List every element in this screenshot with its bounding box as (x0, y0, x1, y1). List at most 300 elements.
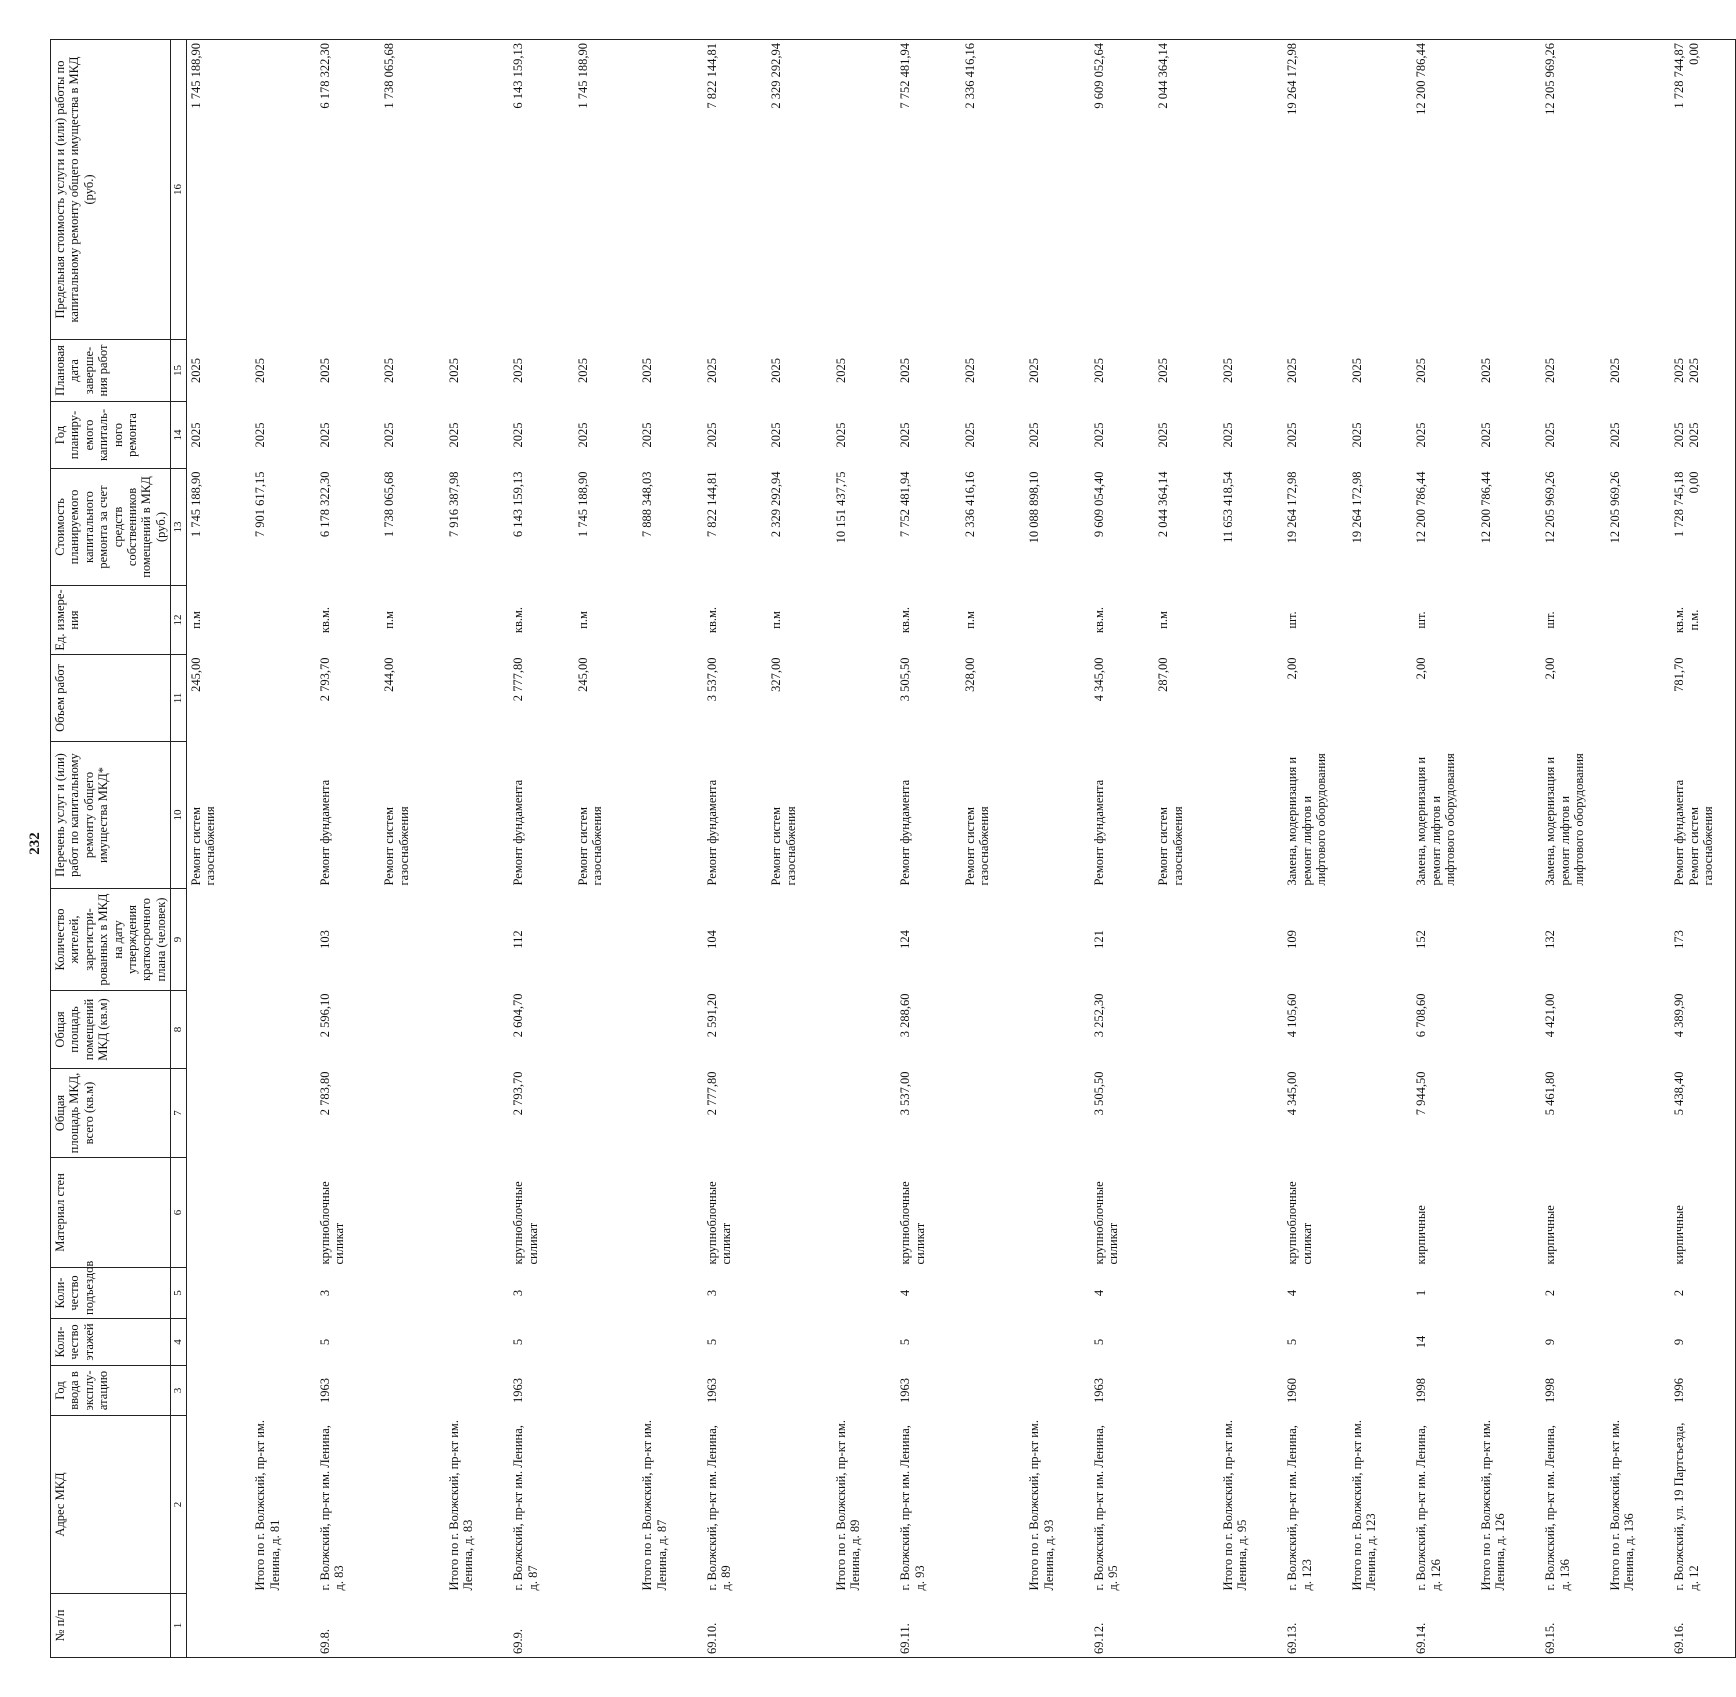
cell-col-13 (1606, 469, 1671, 586)
cell-col-7 (1541, 1069, 1606, 1158)
table-row (1670, 40, 1735, 1658)
column-header-15: Плановая дата заверше-ния работ (51, 340, 171, 402)
cell-col-13 (767, 469, 832, 586)
cell-value: 6 708,60 (1414, 993, 1429, 1038)
cell-value: 2025 (188, 358, 203, 383)
cell-value: 2025 (962, 422, 977, 448)
cell-value: 245,00 (575, 657, 590, 692)
cell-col-5 (186, 1268, 251, 1319)
cell-col-8 (1412, 991, 1477, 1069)
cell-col-15 (1219, 340, 1284, 402)
cell-value: 1 745 188,90 (575, 43, 590, 109)
cell-col-14 (251, 402, 316, 469)
cell-col-11 (1283, 655, 1348, 742)
cell-col-4 (1412, 1319, 1477, 1366)
cell-col-13 (1154, 469, 1219, 586)
cell-value: крупноблочные силикат (1285, 1181, 1314, 1265)
cell-value: 2 336 416,16 (962, 471, 977, 538)
cell-value-secondary: 2025 (1686, 422, 1701, 448)
cell-value: 328,00 (962, 657, 977, 692)
cell-col-5 (1541, 1268, 1606, 1319)
cell-col-9 (638, 889, 703, 991)
cell-value: 287,00 (1156, 657, 1171, 692)
cell-col-16 (251, 40, 316, 340)
cell-value: 245,00 (188, 657, 203, 692)
cell-col-1 (445, 1594, 510, 1658)
cell-col-13 (445, 469, 510, 586)
cell-value: 2025 (1027, 422, 1042, 448)
cell-col-2 (832, 1416, 897, 1594)
cell-col-9 (832, 889, 897, 991)
cell-value: 2 596,10 (317, 993, 332, 1038)
column-header-5: Коли-чество подъездов (51, 1268, 171, 1319)
cell-col-3 (1477, 1366, 1542, 1416)
cell-value: 2025 (1607, 422, 1622, 448)
cell-value: 2025 (640, 422, 655, 448)
cell-col-7 (1090, 1069, 1155, 1158)
cell-value: 2025 (1414, 358, 1429, 383)
cell-value: 69.16. (1672, 1622, 1687, 1654)
cell-col-15 (961, 340, 1026, 402)
cell-col-12 (1025, 586, 1090, 655)
cell-value: 5 (704, 1338, 719, 1346)
cell-col-15 (703, 340, 768, 402)
cell-col-2 (1412, 1416, 1477, 1594)
cell-col-14 (767, 402, 832, 469)
cell-col-8 (1090, 991, 1155, 1069)
cell-col-3 (1154, 1366, 1219, 1416)
cell-col-7 (445, 1069, 510, 1158)
cell-col-1 (1025, 1594, 1090, 1658)
cell-value: крупноблочные силикат (1091, 1181, 1121, 1265)
cell-col-1 (1606, 1594, 1671, 1658)
cell-col-5 (574, 1268, 639, 1319)
cell-value: 4 421,00 (1543, 993, 1558, 1038)
cell-col-6 (1154, 1158, 1219, 1268)
cell-col-8 (703, 991, 768, 1069)
cell-value: 327,00 (769, 657, 784, 692)
cell-col-13 (1541, 469, 1606, 586)
cell-value: 3 505,50 (898, 657, 913, 702)
cell-value: 69.12. (1091, 1622, 1106, 1654)
cell-col-3 (380, 1366, 445, 1416)
cell-value: 2 044 364,14 (1156, 471, 1171, 538)
cell-col-16 (1606, 40, 1671, 340)
cell-value: Итого по г. Волжский, пр-кт им. Ленина, д. 93 (1027, 1420, 1056, 1591)
cell-col-14 (832, 402, 897, 469)
cell-col-9 (961, 889, 1026, 991)
cell-value: Итого по г. Волжский, пр-кт им. Ленина, д. 136 (1607, 1420, 1637, 1591)
table-row (316, 40, 381, 1658)
cell-col-15 (316, 340, 381, 402)
cell-col-11 (445, 655, 510, 742)
cell-col-15 (832, 340, 897, 402)
table-row (1477, 40, 1542, 1658)
cell-value-secondary: п.м. (1686, 609, 1701, 631)
cell-col-1 (509, 1594, 574, 1658)
table-row (509, 40, 574, 1658)
cell-value: 1960 (1285, 1378, 1300, 1403)
cell-col-13 (703, 469, 768, 586)
cell-value: 7 752 481,94 (898, 43, 913, 109)
cell-col-2 (380, 1416, 445, 1594)
cell-col-2 (961, 1416, 1026, 1594)
cell-col-16 (1283, 40, 1348, 340)
cell-col-7 (251, 1069, 316, 1158)
cell-col-15 (767, 340, 832, 402)
cell-col-4 (445, 1319, 510, 1366)
cell-col-12 (1090, 586, 1155, 655)
cell-col-16 (1670, 40, 1735, 340)
cell-col-2 (1090, 1416, 1155, 1594)
cell-col-3 (1283, 1366, 1348, 1416)
cell-value: 12 205 969,26 (1607, 471, 1622, 544)
cell-col-4 (251, 1319, 316, 1366)
cell-value: 5 461,80 (1543, 1071, 1558, 1116)
cell-col-8 (1348, 991, 1413, 1069)
cell-col-11 (961, 655, 1026, 742)
cell-col-8 (1154, 991, 1219, 1069)
cell-value: 69.14. (1414, 1622, 1429, 1654)
cell-col-5 (1154, 1268, 1219, 1319)
cell-value: Ремонт фундамента (317, 779, 332, 886)
cell-value: 2025 (1349, 358, 1364, 383)
table-row (1154, 40, 1219, 1658)
cell-value: шт. (1285, 611, 1300, 629)
cell-col-4 (1670, 1319, 1735, 1366)
cell-value: 2 329 292,94 (769, 471, 784, 538)
column-header-14: Год планиру-емого капиталь-ного ремонта (51, 402, 171, 469)
cell-col-1 (574, 1594, 639, 1658)
cell-col-14 (1090, 402, 1155, 469)
cell-col-3 (961, 1366, 1026, 1416)
column-header-12: Ед. измере-ния (51, 586, 171, 655)
cell-value: 2025 (511, 358, 526, 383)
cell-col-2 (703, 1416, 768, 1594)
cell-col-12 (509, 586, 574, 655)
cell-col-12 (1219, 586, 1284, 655)
cell-col-12 (767, 586, 832, 655)
cell-col-6 (509, 1158, 574, 1268)
cell-value: 124 (898, 930, 913, 949)
cell-col-7 (767, 1069, 832, 1158)
cell-col-8 (509, 991, 574, 1069)
cell-col-14 (1670, 402, 1735, 469)
table-row (896, 40, 961, 1658)
cell-value: 5 (317, 1338, 332, 1346)
cell-value: крупноблочные силикат (317, 1181, 347, 1265)
cell-col-2 (1154, 1416, 1219, 1594)
cell-value: п.м (962, 611, 977, 629)
cell-col-11 (316, 655, 381, 742)
cell-value: 2025 (1349, 422, 1364, 448)
cell-value: 2025 (898, 422, 913, 448)
cell-value: 2025 (1156, 358, 1171, 383)
cell-col-15 (445, 340, 510, 402)
cell-col-7 (1154, 1069, 1219, 1158)
cell-value: 3 505,50 (1091, 1071, 1106, 1116)
cell-value: 121 (1091, 930, 1106, 949)
cell-value: 1963 (1091, 1378, 1106, 1403)
cell-value: 1 745 188,90 (575, 471, 590, 538)
cell-col-14 (1219, 402, 1284, 469)
cell-value: 69.15. (1543, 1622, 1558, 1654)
cell-col-14 (961, 402, 1026, 469)
cell-col-6 (1670, 1158, 1735, 1268)
cell-col-16 (380, 40, 445, 340)
cell-col-5 (380, 1268, 445, 1319)
cell-value: г. Волжский, пр-кт им. Ленина, д. 87 (511, 1425, 540, 1591)
cell-value: 7 916 387,98 (446, 471, 461, 538)
cell-col-7 (1219, 1069, 1284, 1158)
column-number-14: 14 (171, 402, 187, 469)
cell-value: 3 288,60 (898, 993, 913, 1038)
cell-col-16 (316, 40, 381, 340)
cell-col-8 (251, 991, 316, 1069)
cell-col-4 (574, 1319, 639, 1366)
cell-value: 2 604,70 (511, 993, 526, 1038)
cell-col-11 (703, 655, 768, 742)
cell-col-15 (896, 340, 961, 402)
cell-col-5 (703, 1268, 768, 1319)
cell-value: 11 653 418,54 (1220, 471, 1235, 543)
cell-col-9 (896, 889, 961, 991)
cell-col-14 (445, 402, 510, 469)
cell-col-4 (1348, 1319, 1413, 1366)
cell-value: 69.11. (898, 1623, 913, 1654)
cell-value: 4 (898, 1289, 913, 1297)
cell-col-3 (1090, 1366, 1155, 1416)
cell-col-3 (445, 1366, 510, 1416)
cell-col-10 (1477, 742, 1542, 889)
cell-col-5 (767, 1268, 832, 1319)
cell-value: 103 (317, 930, 332, 949)
cell-value: 9 609 052,64 (1091, 43, 1106, 109)
cell-value: 2 591,20 (704, 993, 719, 1038)
cell-col-14 (1025, 402, 1090, 469)
cell-value: 3 (511, 1289, 526, 1297)
cell-value: 2025 (253, 422, 268, 448)
cell-col-1 (1348, 1594, 1413, 1658)
cell-col-6 (638, 1158, 703, 1268)
table-row (1541, 40, 1606, 1658)
cell-value: 12 200 786,44 (1478, 471, 1493, 544)
cell-col-12 (380, 586, 445, 655)
cell-col-6 (1541, 1158, 1606, 1268)
cell-value: 69.10. (704, 1622, 719, 1654)
cell-value: шт. (1414, 611, 1429, 629)
cell-value: Ремонт систем газоснабжения (962, 806, 992, 886)
cell-col-15 (1348, 340, 1413, 402)
column-header-8: Общая площадь помещений МКД (кв.м) (51, 991, 171, 1069)
cell-col-7 (832, 1069, 897, 1158)
cell-value: 2 777,80 (511, 657, 526, 702)
column-number-7: 7 (171, 1069, 187, 1158)
cell-col-14 (703, 402, 768, 469)
cell-col-3 (1541, 1366, 1606, 1416)
cell-col-6 (574, 1158, 639, 1268)
cell-col-14 (509, 402, 574, 469)
cell-value: 2025 (1091, 422, 1106, 448)
cell-value: 19 264 172,98 (1349, 471, 1364, 544)
cell-col-8 (896, 991, 961, 1069)
cell-col-13 (1477, 469, 1542, 586)
cell-col-1 (1477, 1594, 1542, 1658)
cell-col-4 (380, 1319, 445, 1366)
cell-col-12 (1154, 586, 1219, 655)
cell-col-8 (1606, 991, 1671, 1069)
cell-col-13 (1219, 469, 1284, 586)
cell-col-16 (896, 40, 961, 340)
cell-value: г. Волжский, пр-кт им. Ленина, д. 123 (1285, 1425, 1314, 1591)
column-header-11: Объем работ (51, 655, 171, 742)
cell-col-12 (703, 586, 768, 655)
cell-col-16 (638, 40, 703, 340)
cell-value: 2025 (704, 422, 719, 448)
cell-value: 2025 (317, 358, 332, 383)
cell-value: Замена, модернизация и ремонт лифтов и лифтового оборудования (1543, 753, 1586, 886)
column-number-12: 12 (171, 586, 187, 655)
cell-col-10 (380, 742, 445, 889)
cell-value: 9 (1672, 1338, 1687, 1346)
cell-col-16 (1412, 40, 1477, 340)
cell-value: 12 205 969,26 (1543, 43, 1558, 115)
cell-value: 2025 (446, 358, 461, 383)
cell-col-13 (574, 469, 639, 586)
cell-col-9 (316, 889, 381, 991)
table-row (1025, 40, 1090, 1658)
cell-col-14 (1283, 402, 1348, 469)
cell-col-5 (1219, 1268, 1284, 1319)
cell-col-1 (1541, 1594, 1606, 1658)
cell-col-14 (638, 402, 703, 469)
cell-value: 2025 (253, 358, 268, 383)
cell-value: 2025 (382, 358, 397, 383)
cell-col-5 (1412, 1268, 1477, 1319)
column-header-10: Перечень услуг и (или) работ по капитальному ремонту общего имущества МКД* (51, 742, 171, 889)
cell-col-12 (186, 586, 251, 655)
cell-col-16 (1090, 40, 1155, 340)
cell-col-7 (638, 1069, 703, 1158)
cell-value: 2025 (640, 358, 655, 383)
cell-value: 2,00 (1543, 657, 1558, 680)
cell-col-12 (316, 586, 381, 655)
cell-col-8 (638, 991, 703, 1069)
cell-col-11 (1412, 655, 1477, 742)
cell-col-8 (574, 991, 639, 1069)
cell-value: 2,00 (1414, 657, 1429, 680)
cell-value: 2025 (1285, 358, 1300, 383)
cell-col-5 (1477, 1268, 1542, 1319)
column-header-3: Год ввода в эксплу-атацию (51, 1366, 171, 1416)
cell-value: 6 143 159,13 (511, 43, 526, 109)
cell-col-6 (1283, 1158, 1348, 1268)
cell-col-9 (251, 889, 316, 991)
cell-col-16 (509, 40, 574, 340)
cell-col-14 (1412, 402, 1477, 469)
cell-col-1 (638, 1594, 703, 1658)
table-row (1606, 40, 1671, 1658)
cell-col-5 (1670, 1268, 1735, 1319)
cell-col-3 (896, 1366, 961, 1416)
cell-value: 19 264 172,98 (1285, 471, 1300, 544)
cell-col-9 (703, 889, 768, 991)
cell-value: крупноблочные силикат (511, 1181, 540, 1265)
cell-value: 4 389,90 (1672, 993, 1687, 1038)
cell-col-1 (832, 1594, 897, 1658)
cell-value: Итого по г. Волжский, пр-кт им. Ленина, д. 83 (446, 1420, 476, 1591)
cell-value: 2 793,70 (511, 1071, 526, 1116)
cell-col-7 (1283, 1069, 1348, 1158)
cell-col-7 (1025, 1069, 1090, 1158)
cell-col-7 (1412, 1069, 1477, 1158)
cell-value: 4 345,00 (1285, 1071, 1300, 1116)
cell-col-13 (1090, 469, 1155, 586)
cell-col-12 (445, 586, 510, 655)
cell-col-16 (445, 40, 510, 340)
cell-value: Итого по г. Волжский, пр-кт им. Ленина, д. 81 (253, 1420, 282, 1591)
cell-col-11 (832, 655, 897, 742)
cell-value: 7 901 617,15 (253, 471, 268, 538)
cell-col-16 (1025, 40, 1090, 340)
cell-value: 1998 (1414, 1378, 1429, 1403)
cell-col-3 (509, 1366, 574, 1416)
column-number-5: 5 (171, 1268, 187, 1319)
cell-value: г. Волжский, пр-кт им. Ленина, д. 89 (704, 1425, 734, 1591)
cell-value: 19 264 172,98 (1285, 43, 1300, 115)
cell-col-6 (316, 1158, 381, 1268)
cell-col-10 (896, 742, 961, 889)
cell-value: Ремонт систем газоснабжения (188, 806, 218, 886)
cell-col-4 (1090, 1319, 1155, 1366)
cell-value: кв.м. (317, 606, 332, 634)
cell-col-15 (380, 340, 445, 402)
cell-col-2 (316, 1416, 381, 1594)
cell-col-15 (1025, 340, 1090, 402)
cell-col-5 (445, 1268, 510, 1319)
table-row (1219, 40, 1284, 1658)
cell-col-8 (1219, 991, 1284, 1069)
cell-value: 3 537,00 (704, 657, 719, 702)
cell-col-15 (251, 340, 316, 402)
column-number-9: 9 (171, 889, 187, 991)
cell-col-10 (1219, 742, 1284, 889)
column-number-3: 3 (171, 1366, 187, 1416)
cell-value: 2025 (317, 422, 332, 448)
cell-value: 2025 (1091, 358, 1106, 383)
cell-col-5 (1283, 1268, 1348, 1319)
cell-value: 2 (1672, 1289, 1687, 1297)
cell-col-13 (316, 469, 381, 586)
cell-col-11 (896, 655, 961, 742)
cell-col-3 (1412, 1366, 1477, 1416)
cell-value: 3 (704, 1289, 719, 1297)
cell-col-11 (380, 655, 445, 742)
cell-col-3 (574, 1366, 639, 1416)
cell-col-1 (251, 1594, 316, 1658)
cell-col-4 (1477, 1319, 1542, 1366)
cell-col-15 (1154, 340, 1219, 402)
cell-value: 7 752 481,94 (898, 471, 913, 538)
rotated-page (50, 40, 1715, 1658)
cell-col-14 (896, 402, 961, 469)
cell-col-5 (832, 1268, 897, 1319)
cell-col-6 (1025, 1158, 1090, 1268)
cell-value: Итого по г. Волжский, пр-кт им. Ленина, д. 89 (833, 1420, 863, 1591)
cell-value: Ремонт систем газоснабжения (575, 806, 605, 886)
column-number-row (171, 40, 187, 1658)
cell-col-14 (574, 402, 639, 469)
